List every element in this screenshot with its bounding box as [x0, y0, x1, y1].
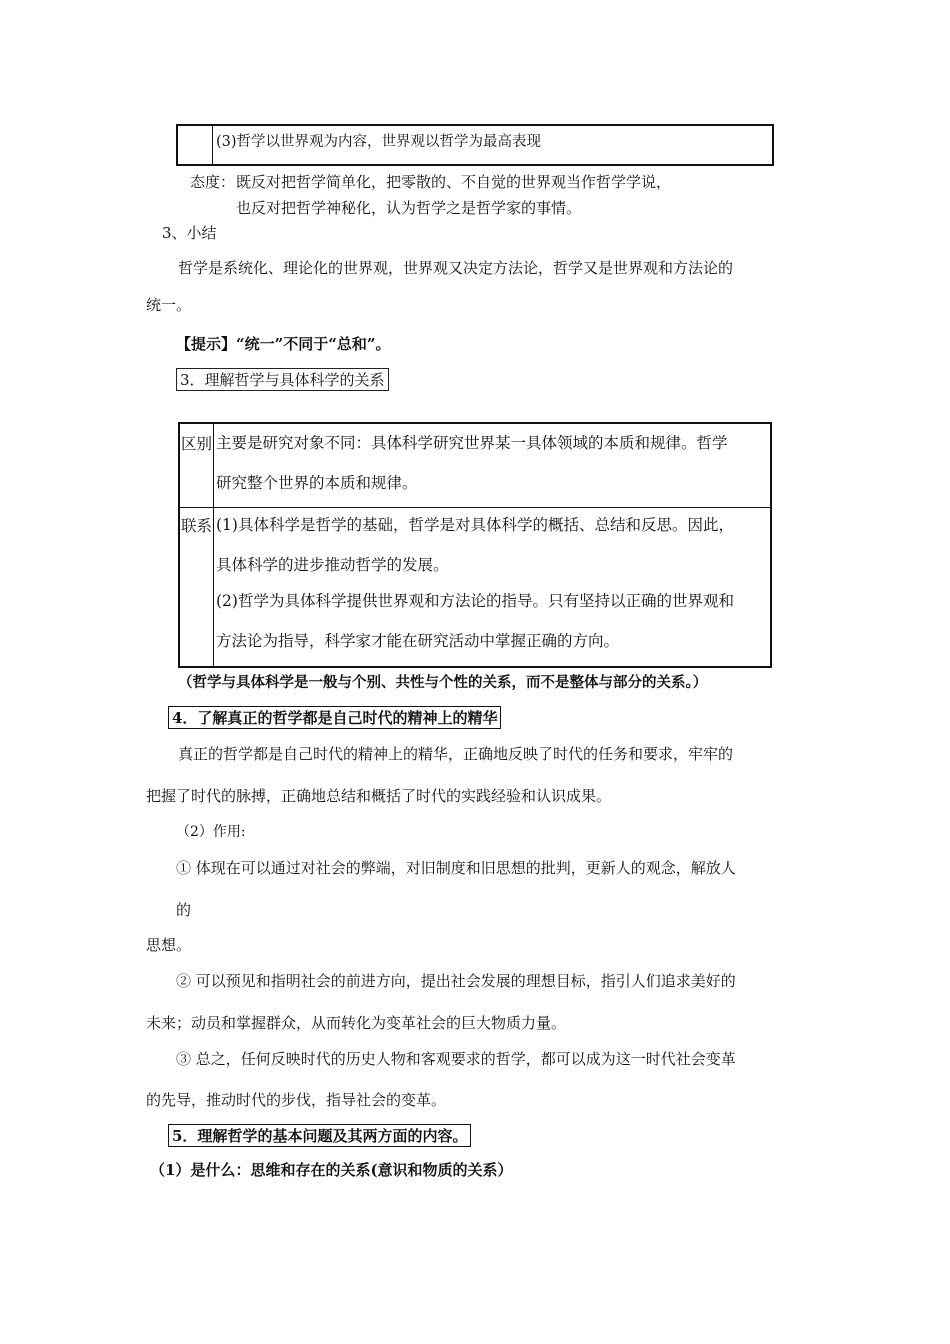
relationship-table [178, 422, 772, 668]
role-heading: （2）作用: [176, 824, 246, 840]
item2-line1: ② 可以预见和指明社会的前进方向，提出社会发展的理想目标，指引人们追求美好的 [176, 972, 736, 990]
tip-note: 【提示】“统一”不同于“总和”。 [176, 335, 391, 353]
link-line-1b: 具体科学的进步推动哲学的发展。 [216, 555, 449, 574]
link-line-2a: (2)哲学为具体科学提供世界观和方法论的指导。只有坚持以正确的世界观和 [216, 591, 734, 610]
section4-p1-line2: 把握了时代的脉搏，正确地总结和概括了时代的实践经验和认识成果。 [146, 787, 612, 805]
section3-title: 3．理解哲学与具体科学的关系 [176, 368, 389, 391]
diff-cell [214, 423, 772, 507]
top-table-row3: (3)哲学以世界观为内容，世界观以哲学为最高表现 [216, 134, 542, 150]
diff-line2: 研究整个世界的本质和规律。 [216, 474, 418, 492]
attitude-label: 态度： [190, 173, 236, 191]
summary-line2: 统一。 [146, 296, 192, 314]
link-line-2b: 方法论为指导，科学家才能在研究活动中掌握正确的方向。 [216, 631, 620, 650]
item2-line2: 未来；动员和掌握群众，从而转化为变革社会的巨大物质力量。 [146, 1014, 567, 1032]
summary-heading: 3、小结 [162, 224, 217, 242]
attitude-line1: 既反对把哲学简单化，把零散的、不自觉的世界观当作哲学学说， [236, 173, 672, 191]
item1-line3: 思想。 [146, 936, 192, 954]
relationship-note: （哲学与具体科学是一般与个别、共性与个性的关系，而不是整体与部分的关系。） [178, 674, 708, 691]
link-label: 联系 [179, 507, 214, 667]
diff-line1: 主要是研究对象不同：具体科学研究世界某一具体领域的本质和规律。哲学 [216, 434, 728, 452]
item1-line1: ① 体现在可以通过对社会的弊端，对旧制度和旧思想的批判，更新人的观念，解放人 [176, 859, 736, 877]
attitude-line2: 也反对把哲学神秘化，认为哲学之是哲学家的事情。 [236, 199, 582, 217]
summary-line1: 哲学是系统化、理论化的世界观，世界观又决定方法论，哲学又是世界观和方法论的 [178, 259, 734, 277]
diff-label: 区别 [179, 423, 214, 507]
item3-line2: 的先导，推动时代的步伐，指导社会的变革。 [146, 1091, 447, 1109]
top-table [176, 124, 774, 166]
item3-line1: ③ 总之，任何反映时代的历史人物和客观要求的哲学，都可以成为这一时代社会变革 [176, 1050, 736, 1068]
link-line-1a: (1)具体科学是哲学的基础，哲学是对具体科学的概括、总结和反思。因此， [216, 515, 734, 534]
item1-line2: 的 [176, 901, 192, 919]
section4-title: 4．了解真正的哲学都是自己时代的精神上的精华 [168, 706, 501, 729]
section4-p1-line1: 真正的哲学都是自己时代的精神上的精华，正确地反映了时代的任务和要求，牢牢的 [178, 745, 734, 763]
section5-q1: （1）是什么：思维和存在的关系(意识和物质的关系） [150, 1161, 513, 1179]
link-cell [214, 507, 772, 667]
top-table-empty-cell [177, 125, 213, 165]
section5-title: 5．理解哲学的基本问题及其两方面的内容。 [168, 1124, 471, 1147]
